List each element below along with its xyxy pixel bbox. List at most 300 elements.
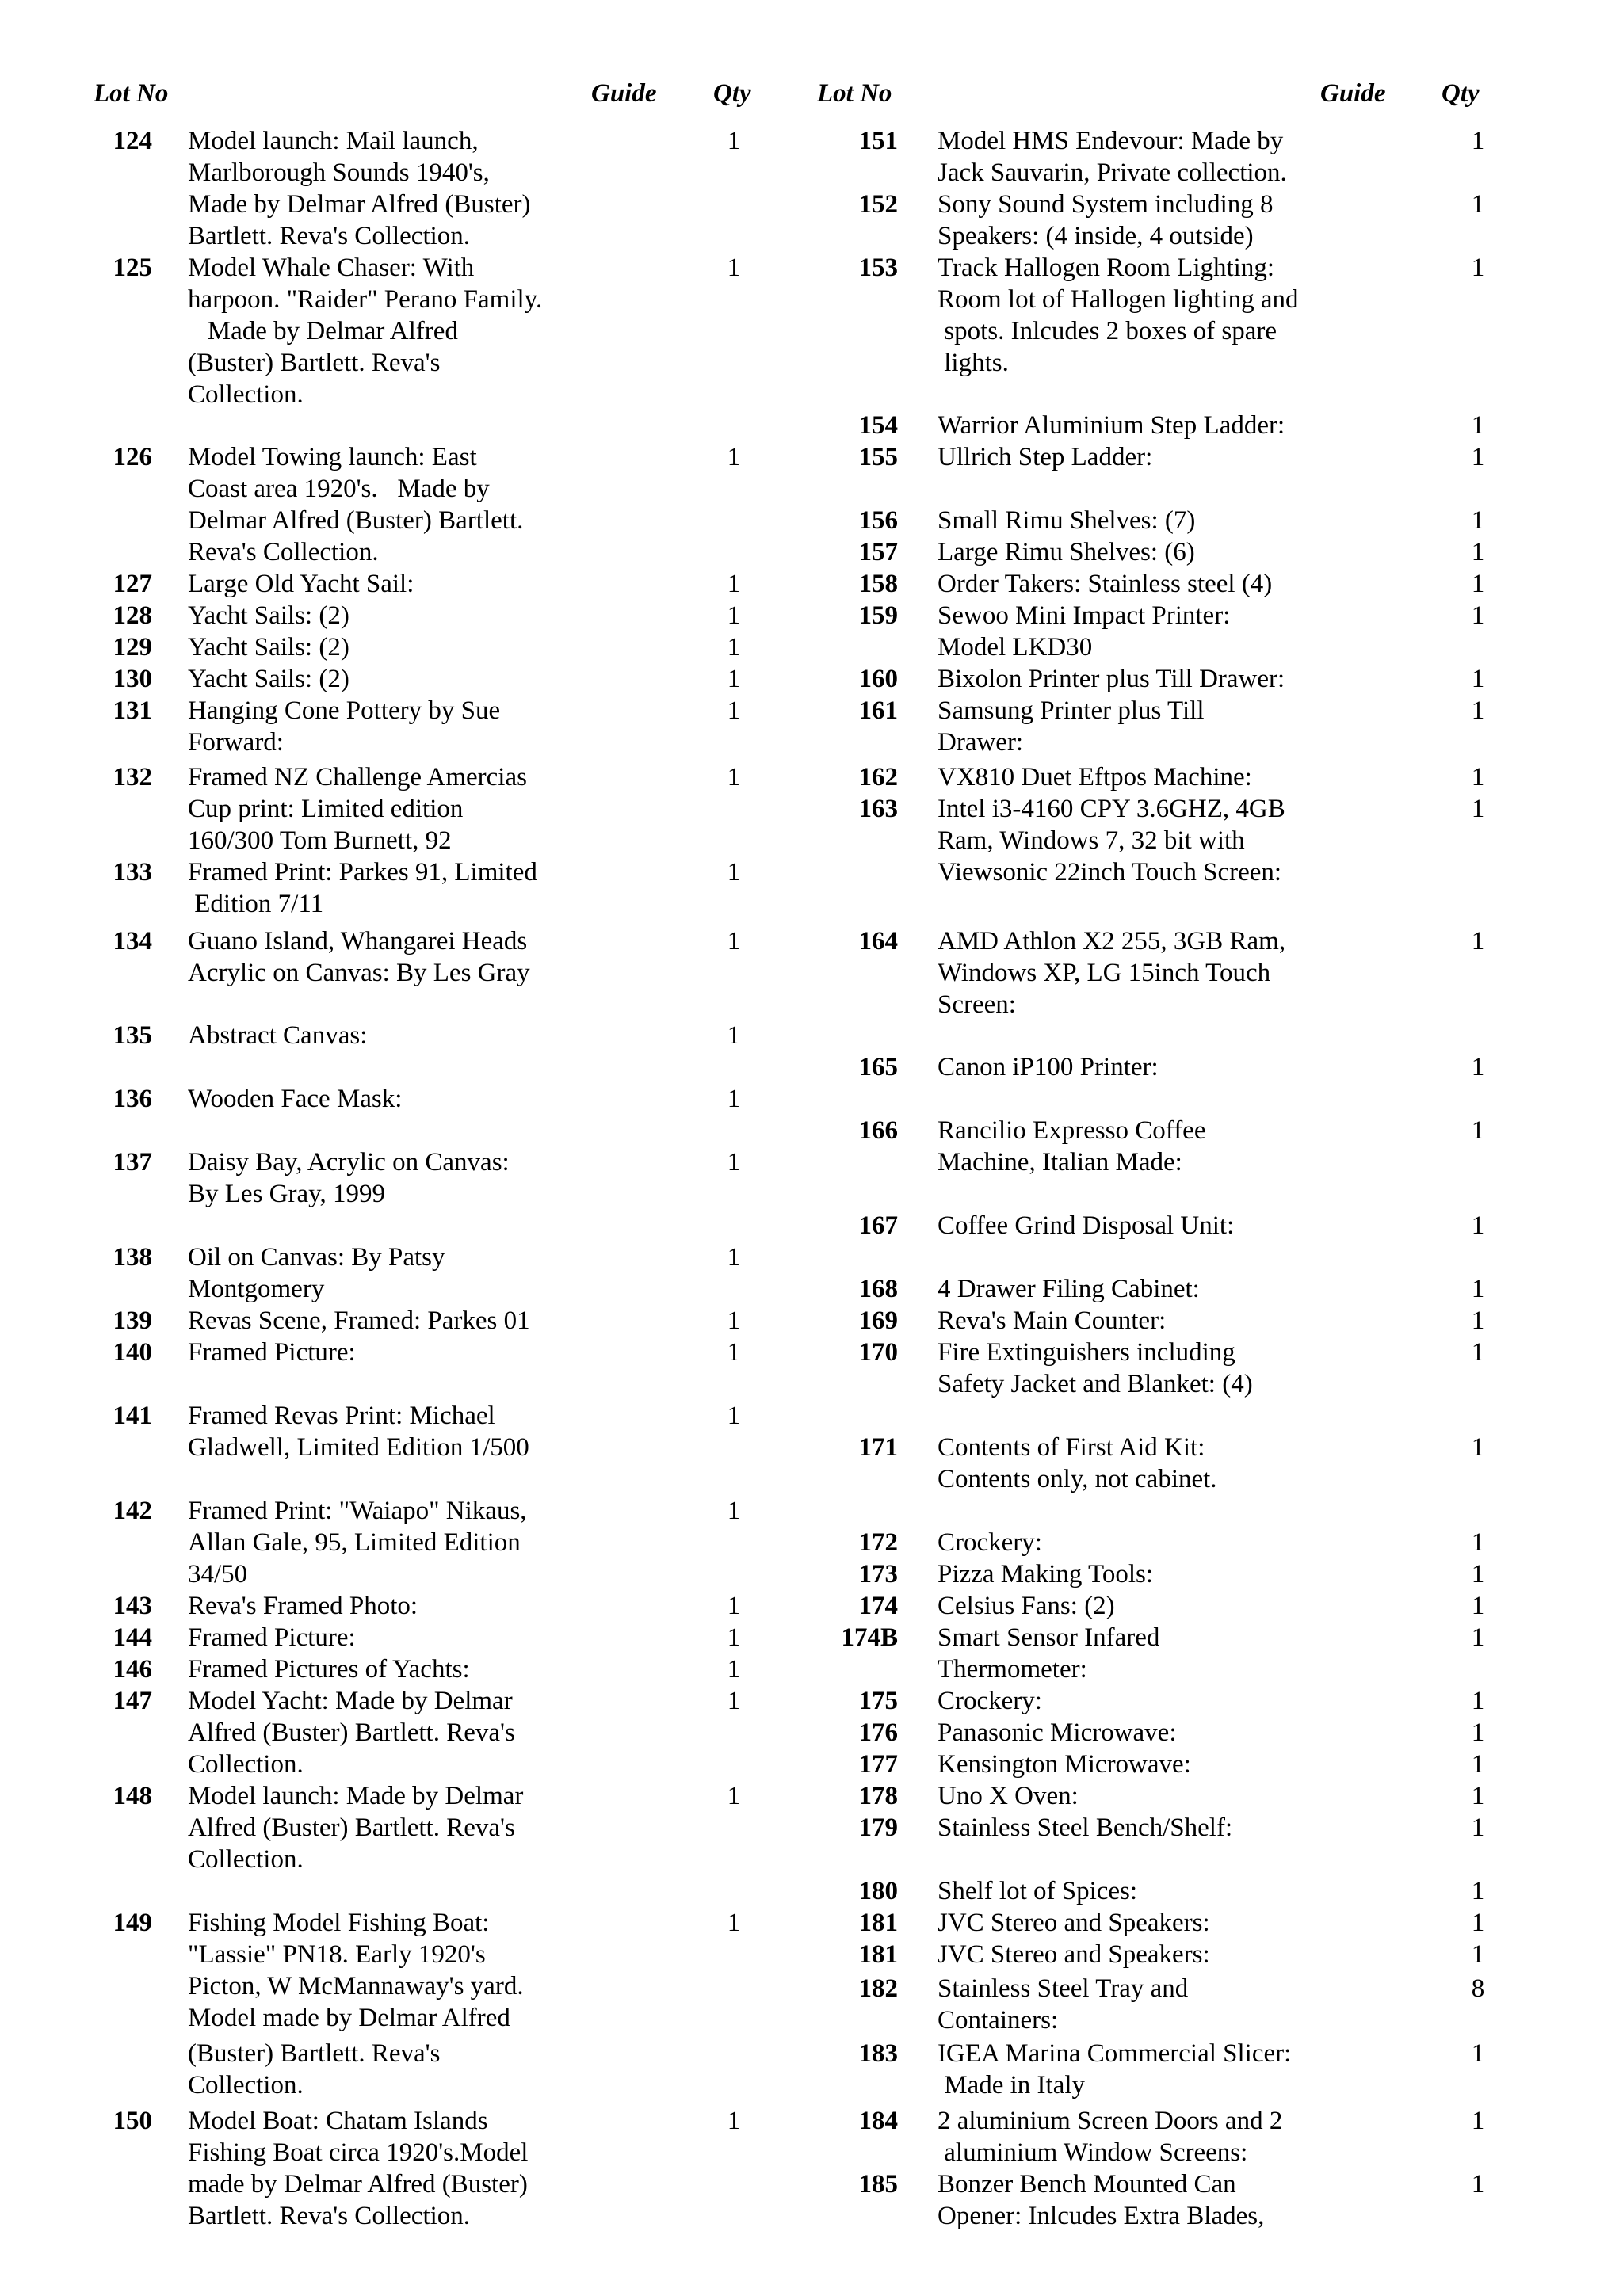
lot-number: 138 xyxy=(113,1243,152,1272)
lot-description xyxy=(938,2105,1282,2168)
lot-qty: 1 xyxy=(1471,1782,1485,1810)
description-line: Framed Revas Print: Michael xyxy=(188,1402,495,1430)
lot-description xyxy=(938,695,1205,758)
description-line: Collection. xyxy=(188,1750,304,1779)
lot-description xyxy=(938,125,1287,189)
lot-number: 151 xyxy=(858,127,898,155)
lot-description xyxy=(188,1622,356,1653)
description-line: Framed Picture: xyxy=(188,1623,356,1652)
lot-description xyxy=(938,536,1195,568)
lot-qty: 1 xyxy=(727,1243,741,1272)
description-line: Uno X Oven: xyxy=(938,1782,1079,1810)
lot-description xyxy=(938,793,1285,888)
lot-description xyxy=(188,1337,356,1368)
lot-qty: 1 xyxy=(727,2107,741,2135)
lot-qty: 1 xyxy=(727,1592,741,1620)
lot-qty: 1 xyxy=(1471,443,1485,471)
description-line: Framed Picture: xyxy=(188,1338,356,1367)
description-line: Panasonic Microwave: xyxy=(938,1718,1177,1747)
lot-description xyxy=(938,1590,1115,1622)
lot-description xyxy=(938,1273,1200,1305)
description-line: Crockery: xyxy=(938,1528,1042,1557)
description-line: Fishing Model Fishing Boat: xyxy=(188,1909,490,1937)
header-qty: Qty xyxy=(1442,79,1480,108)
header-guide: Guide xyxy=(591,79,657,108)
lot-description xyxy=(188,1083,402,1115)
description-line: Reva's Collection. xyxy=(188,538,379,566)
description-line: Fire Extinguishers including xyxy=(938,1338,1235,1367)
description-line: Acrylic on Canvas: By Les Gray xyxy=(188,959,530,987)
description-line: Kensington Microwave: xyxy=(938,1750,1191,1779)
lot-number: 134 xyxy=(113,927,152,955)
lot-description xyxy=(938,1051,1159,1083)
description-line: Model Whale Chaser: With xyxy=(188,254,475,282)
description-line: Samsung Printer plus Till xyxy=(938,696,1205,725)
lot-number: 132 xyxy=(113,763,152,791)
description-line: VX810 Duet Eftpos Machine: xyxy=(938,763,1252,791)
description-line: Model Yacht: Made by Delmar xyxy=(188,1687,513,1715)
lot-description xyxy=(188,2038,440,2101)
description-line: Forward: xyxy=(188,728,284,757)
description-line: Thermometer: xyxy=(938,1655,1087,1684)
lot-number: 149 xyxy=(113,1909,152,1937)
lot-description xyxy=(188,631,349,663)
lot-qty: 1 xyxy=(727,665,741,693)
lot-qty: 1 xyxy=(727,858,741,887)
lot-description xyxy=(188,1780,523,1875)
lot-number: 137 xyxy=(113,1148,152,1177)
lot-qty: 1 xyxy=(1471,411,1485,440)
description-line: IGEA Marina Commercial Slicer: xyxy=(938,2039,1292,2068)
lot-qty: 1 xyxy=(1471,2039,1485,2068)
lot-number: 181 xyxy=(858,1909,898,1937)
lot-number: 147 xyxy=(113,1687,152,1715)
description-line: Model launch: Made by Delmar xyxy=(188,1782,524,1810)
lot-number: 146 xyxy=(113,1655,152,1684)
lot-number: 174 xyxy=(858,1592,898,1620)
description-line: Machine, Italian Made: xyxy=(938,1148,1182,1177)
lot-description xyxy=(938,568,1272,600)
lot-number: 175 xyxy=(858,1687,898,1715)
description-line: Stainless Steel Tray and xyxy=(938,1974,1189,2003)
lot-description xyxy=(938,441,1152,473)
description-line: Yacht Sails: (2) xyxy=(188,665,349,693)
lot-qty: 1 xyxy=(1471,1116,1485,1145)
description-line: Reva's Main Counter: xyxy=(938,1306,1167,1335)
lot-description xyxy=(188,568,414,600)
description-line: Pizza Making Tools: xyxy=(938,1560,1154,1589)
lot-qty: 1 xyxy=(1471,538,1485,566)
description-line: Viewsonic 22inch Touch Screen: xyxy=(938,858,1282,887)
lot-description xyxy=(188,441,523,568)
lot-description xyxy=(188,663,349,695)
description-line: 160/300 Tom Burnett, 92 xyxy=(188,826,452,855)
lot-qty: 1 xyxy=(1471,1275,1485,1303)
lot-description xyxy=(938,1875,1137,1907)
lot-description xyxy=(938,1115,1205,1178)
lot-number: 178 xyxy=(858,1782,898,1810)
lot-number: 129 xyxy=(113,633,152,662)
lot-qty: 1 xyxy=(1471,1623,1485,1652)
lot-qty: 1 xyxy=(1471,601,1485,630)
lot-qty: 1 xyxy=(1471,1560,1485,1589)
lot-qty: 1 xyxy=(1471,127,1485,155)
description-line: Cup print: Limited edition xyxy=(188,795,464,823)
description-line: 34/50 xyxy=(188,1560,248,1589)
lot-number: 128 xyxy=(113,601,152,630)
lot-description xyxy=(938,1780,1079,1812)
description-line: Large Old Yacht Sail: xyxy=(188,570,414,598)
description-line: Picton, W McMannaway's yard. xyxy=(188,1972,524,2000)
description-line: Model Boat: Chatam Islands xyxy=(188,2107,488,2135)
lot-description xyxy=(938,925,1285,1020)
lot-qty: 1 xyxy=(727,1655,741,1684)
lot-qty: 1 xyxy=(727,1497,741,1525)
description-line: Revas Scene, Framed: Parkes 01 xyxy=(188,1306,530,1335)
lot-description xyxy=(938,1749,1191,1780)
lot-number: 174B xyxy=(841,1623,898,1652)
description-line: (Buster) Bartlett. Reva's xyxy=(188,2039,441,2068)
description-line: Guano Island, Whangarei Heads xyxy=(188,927,528,955)
description-line: Made by Delmar Alfred xyxy=(188,317,458,345)
lot-description xyxy=(938,600,1230,663)
lot-qty: 1 xyxy=(1471,763,1485,791)
lot-number: 176 xyxy=(858,1718,898,1747)
lot-number: 173 xyxy=(858,1560,898,1589)
description-line: Gladwell, Limited Edition 1/500 xyxy=(188,1433,529,1462)
lot-qty: 1 xyxy=(1471,1909,1485,1937)
description-line: Bartlett. Reva's Collection. xyxy=(188,222,471,250)
lot-number: 153 xyxy=(858,254,898,282)
lot-number: 179 xyxy=(858,1814,898,1842)
lot-description xyxy=(188,1146,510,1210)
lot-qty: 1 xyxy=(727,254,741,282)
description-line: Collection. xyxy=(188,2071,304,2100)
lot-qty: 1 xyxy=(1471,665,1485,693)
lot-qty: 1 xyxy=(1471,1814,1485,1842)
lot-number: 154 xyxy=(858,411,898,440)
description-line: aluminium Window Screens: xyxy=(938,2138,1248,2167)
lot-qty: 1 xyxy=(1471,1940,1485,1969)
lot-qty: 1 xyxy=(1471,2107,1485,2135)
lot-qty: 1 xyxy=(1471,570,1485,598)
description-line: Ullrich Step Ladder: xyxy=(938,443,1153,471)
lot-number: 157 xyxy=(858,538,898,566)
description-line: Stainless Steel Bench/Shelf: xyxy=(938,1814,1233,1842)
lot-qty: 1 xyxy=(1471,1877,1485,1905)
description-line: Warrior Aluminium Step Ladder: xyxy=(938,411,1285,440)
lot-description xyxy=(188,600,349,631)
lot-description xyxy=(938,189,1274,252)
lot-number: 164 xyxy=(858,927,898,955)
lot-description xyxy=(938,410,1285,441)
description-line: Fishing Boat circa 1920's.Model xyxy=(188,2138,529,2167)
lot-number: 184 xyxy=(858,2107,898,2135)
lot-number: 148 xyxy=(113,1782,152,1810)
description-line: Hanging Cone Pottery by Sue xyxy=(188,696,501,725)
description-line: Model Towing launch: East xyxy=(188,443,477,471)
lot-number: 163 xyxy=(858,795,898,823)
lot-qty: 1 xyxy=(727,1021,741,1050)
lot-qty: 1 xyxy=(1471,2170,1485,2199)
lot-qty: 8 xyxy=(1471,1974,1485,2003)
lot-description xyxy=(938,1210,1234,1241)
description-line: Shelf lot of Spices: xyxy=(938,1877,1138,1905)
description-line: Collection. xyxy=(188,380,304,409)
description-line: "Lassie" PN18. Early 1920's xyxy=(188,1940,486,1969)
description-line: Intel i3-4160 CPY 3.6GHZ, 4GB xyxy=(938,795,1285,823)
description-line: 4 Drawer Filing Cabinet: xyxy=(938,1275,1200,1303)
description-line: made by Delmar Alfred (Buster) xyxy=(188,2170,528,2199)
lot-description xyxy=(188,761,527,856)
lot-number: 165 xyxy=(858,1053,898,1081)
lot-qty: 1 xyxy=(1471,1211,1485,1240)
description-line: Yacht Sails: (2) xyxy=(188,601,349,630)
description-line: Made in Italy xyxy=(938,2071,1086,2100)
lot-qty: 1 xyxy=(1471,1433,1485,1462)
lot-qty: 1 xyxy=(1471,1528,1485,1557)
description-line: Daisy Bay, Acrylic on Canvas: xyxy=(188,1148,510,1177)
lot-qty: 1 xyxy=(1471,795,1485,823)
lot-number: 141 xyxy=(113,1402,152,1430)
description-line: Large Rimu Shelves: (6) xyxy=(938,538,1195,566)
header-lot-no: Lot No xyxy=(817,79,892,108)
lot-number: 180 xyxy=(858,1877,898,1905)
lot-description xyxy=(188,1495,527,1590)
description-line: (Buster) Bartlett. Reva's xyxy=(188,349,441,377)
description-line: Framed Print: Parkes 91, Limited xyxy=(188,858,537,887)
lot-number: 150 xyxy=(113,2107,152,2135)
lot-number: 135 xyxy=(113,1021,152,1050)
lot-number: 144 xyxy=(113,1623,152,1652)
lot-description xyxy=(938,252,1299,379)
lot-number: 124 xyxy=(113,127,152,155)
description-line: Framed Pictures of Yachts: xyxy=(188,1655,470,1684)
lot-qty: 1 xyxy=(727,1085,741,1113)
lot-description xyxy=(938,1432,1217,1495)
description-line: Framed Print: "Waiapo" Nikaus, xyxy=(188,1497,527,1525)
lot-description xyxy=(938,1622,1159,1685)
lot-description xyxy=(188,125,531,252)
description-line: Drawer: xyxy=(938,728,1024,757)
lot-qty: 1 xyxy=(1471,190,1485,219)
lot-description xyxy=(188,856,537,920)
lot-number: 169 xyxy=(858,1306,898,1335)
lot-number: 126 xyxy=(113,443,152,471)
description-line: Model HMS Endevour: Made by xyxy=(938,127,1284,155)
description-line: Model LKD30 xyxy=(938,633,1093,662)
lot-qty: 1 xyxy=(727,927,741,955)
lot-description xyxy=(188,1653,470,1685)
description-line: Alfred (Buster) Bartlett. Reva's xyxy=(188,1718,515,1747)
description-line: Delmar Alfred (Buster) Bartlett. xyxy=(188,506,524,535)
lot-qty: 1 xyxy=(1471,1592,1485,1620)
description-line: Celsius Fans: (2) xyxy=(938,1592,1115,1620)
description-line: Ram, Windows 7, 32 bit with xyxy=(938,826,1245,855)
lot-number: 181 xyxy=(858,1940,898,1969)
header-qty: Qty xyxy=(713,79,751,108)
lot-number: 131 xyxy=(113,696,152,725)
description-line: Model launch: Mail launch, xyxy=(188,127,479,155)
description-line: Yacht Sails: (2) xyxy=(188,633,349,662)
lot-description xyxy=(938,2168,1264,2232)
description-line: Track Hallogen Room Lighting: xyxy=(938,254,1275,282)
lot-number: 158 xyxy=(858,570,898,598)
lot-number: 182 xyxy=(858,1974,898,2003)
description-line: Bonzer Bench Mounted Can xyxy=(938,2170,1236,2199)
lot-qty: 1 xyxy=(727,696,741,725)
lot-description xyxy=(938,1812,1232,1844)
lot-number: 127 xyxy=(113,570,152,598)
lot-description xyxy=(938,1939,1210,1970)
lot-number: 136 xyxy=(113,1085,152,1113)
description-line: Made by Delmar Alfred (Buster) xyxy=(188,190,531,219)
lot-number: 140 xyxy=(113,1338,152,1367)
description-line: Canon iP100 Printer: xyxy=(938,1053,1159,1081)
lot-description xyxy=(188,925,530,989)
lot-description xyxy=(188,2105,528,2232)
description-line: Sewoo Mini Impact Printer: xyxy=(938,601,1231,630)
lot-qty: 1 xyxy=(727,1402,741,1430)
lot-description xyxy=(188,1590,418,1622)
lot-number: 125 xyxy=(113,254,152,282)
lot-qty: 1 xyxy=(1471,1053,1485,1081)
lot-number: 185 xyxy=(858,2170,898,2199)
description-line: Abstract Canvas: xyxy=(188,1021,368,1050)
description-line: Speakers: (4 inside, 4 outside) xyxy=(938,222,1254,250)
lot-qty: 1 xyxy=(1471,1750,1485,1779)
lot-qty: 1 xyxy=(1471,927,1485,955)
lot-number: 168 xyxy=(858,1275,898,1303)
lot-number: 166 xyxy=(858,1116,898,1145)
description-line: Framed NZ Challenge Amercias xyxy=(188,763,527,791)
lot-description xyxy=(938,505,1195,536)
lot-qty: 1 xyxy=(727,1623,741,1652)
description-line: Contents of First Aid Kit: xyxy=(938,1433,1205,1462)
description-line: Small Rimu Shelves: (7) xyxy=(938,506,1196,535)
lot-number: 152 xyxy=(858,190,898,219)
lot-qty: 1 xyxy=(727,1148,741,1177)
description-line: Screen: xyxy=(938,990,1016,1019)
lot-description xyxy=(938,1558,1153,1590)
lot-description xyxy=(938,761,1252,793)
lot-qty: 1 xyxy=(1471,506,1485,535)
description-line: Contents only, not cabinet. xyxy=(938,1465,1217,1493)
lot-description xyxy=(188,1907,524,2034)
lot-qty: 1 xyxy=(1471,254,1485,282)
lot-description xyxy=(188,1020,367,1051)
lot-qty: 1 xyxy=(727,601,741,630)
description-line: By Les Gray, 1999 xyxy=(188,1180,385,1208)
lot-description xyxy=(188,695,500,758)
lot-qty: 1 xyxy=(727,570,741,598)
description-line: Windows XP, LG 15inch Touch xyxy=(938,959,1271,987)
lot-number: 177 xyxy=(858,1750,898,1779)
lot-number: 172 xyxy=(858,1528,898,1557)
description-line: Room lot of Hallogen lighting and xyxy=(938,285,1299,314)
description-line: Bartlett. Reva's Collection. xyxy=(188,2202,471,2230)
lot-qty: 1 xyxy=(727,1338,741,1367)
lot-qty: 1 xyxy=(1471,1306,1485,1335)
description-line: Smart Sensor Infared xyxy=(938,1623,1160,1652)
lot-qty: 1 xyxy=(727,443,741,471)
lot-number: 155 xyxy=(858,443,898,471)
description-line: Opener: Inlcudes Extra Blades, xyxy=(938,2202,1265,2230)
description-line: Coast area 1920's. Made by xyxy=(188,475,490,503)
lot-description xyxy=(938,1907,1210,1939)
lot-number: 171 xyxy=(858,1433,898,1462)
lot-description xyxy=(938,1337,1253,1400)
lot-description xyxy=(188,252,542,410)
lot-number: 167 xyxy=(858,1211,898,1240)
description-line: Jack Sauvarin, Private collection. xyxy=(938,158,1287,187)
description-line: lights. xyxy=(938,349,1009,377)
lot-number: 130 xyxy=(113,665,152,693)
lot-number: 160 xyxy=(858,665,898,693)
lot-number: 133 xyxy=(113,858,152,887)
header-lot-no: Lot No xyxy=(94,79,169,108)
description-line: Montgomery xyxy=(188,1275,325,1303)
lot-description xyxy=(938,1305,1166,1337)
description-line: Crockery: xyxy=(938,1687,1042,1715)
lot-qty: 1 xyxy=(727,1909,741,1937)
description-line: Order Takers: Stainless steel (4) xyxy=(938,570,1273,598)
lot-number: 170 xyxy=(858,1338,898,1367)
description-line: harpoon. "Raider" Perano Family. xyxy=(188,285,543,314)
lot-description xyxy=(188,1305,530,1337)
description-line: 2 aluminium Screen Doors and 2 xyxy=(938,2107,1283,2135)
lot-description xyxy=(938,2038,1291,2101)
lot-qty: 1 xyxy=(1471,1718,1485,1747)
description-line: Allan Gale, 95, Limited Edition xyxy=(188,1528,521,1557)
lot-number: 162 xyxy=(858,763,898,791)
description-line: AMD Athlon X2 255, 3GB Ram, xyxy=(938,927,1286,955)
lot-qty: 1 xyxy=(1471,1687,1485,1715)
description-line: JVC Stereo and Speakers: xyxy=(938,1909,1210,1937)
lot-number: 139 xyxy=(113,1306,152,1335)
description-line: Oil on Canvas: By Patsy xyxy=(188,1243,445,1272)
description-line: Wooden Face Mask: xyxy=(188,1085,403,1113)
lot-qty: 1 xyxy=(1471,1338,1485,1367)
description-line: Containers: xyxy=(938,2006,1059,2035)
lot-description xyxy=(938,1717,1177,1749)
header-guide: Guide xyxy=(1320,79,1386,108)
lot-qty: 1 xyxy=(727,1687,741,1715)
lot-number: 159 xyxy=(858,601,898,630)
description-line: Rancilio Expresso Coffee xyxy=(938,1116,1206,1145)
description-line: Edition 7/11 xyxy=(188,890,324,918)
description-line: spots. Inlcudes 2 boxes of spare xyxy=(938,317,1277,345)
lot-number: 161 xyxy=(858,696,898,725)
description-line: Reva's Framed Photo: xyxy=(188,1592,418,1620)
description-line: Model made by Delmar Alfred xyxy=(188,2004,510,2032)
lot-qty: 1 xyxy=(727,1782,741,1810)
lot-qty: 1 xyxy=(727,1306,741,1335)
lot-description xyxy=(188,1241,445,1305)
lot-qty: 1 xyxy=(727,633,741,662)
lot-number: 143 xyxy=(113,1592,152,1620)
lot-description xyxy=(938,663,1285,695)
description-line: JVC Stereo and Speakers: xyxy=(938,1940,1210,1969)
lot-description xyxy=(188,1400,529,1463)
description-line: Safety Jacket and Blanket: (4) xyxy=(938,1370,1253,1398)
description-line: Bixolon Printer plus Till Drawer: xyxy=(938,665,1285,693)
lot-qty: 1 xyxy=(1471,696,1485,725)
lot-number: 183 xyxy=(858,2039,898,2068)
lot-description xyxy=(188,1685,515,1780)
lot-description xyxy=(938,1527,1042,1558)
lot-number: 142 xyxy=(113,1497,152,1525)
